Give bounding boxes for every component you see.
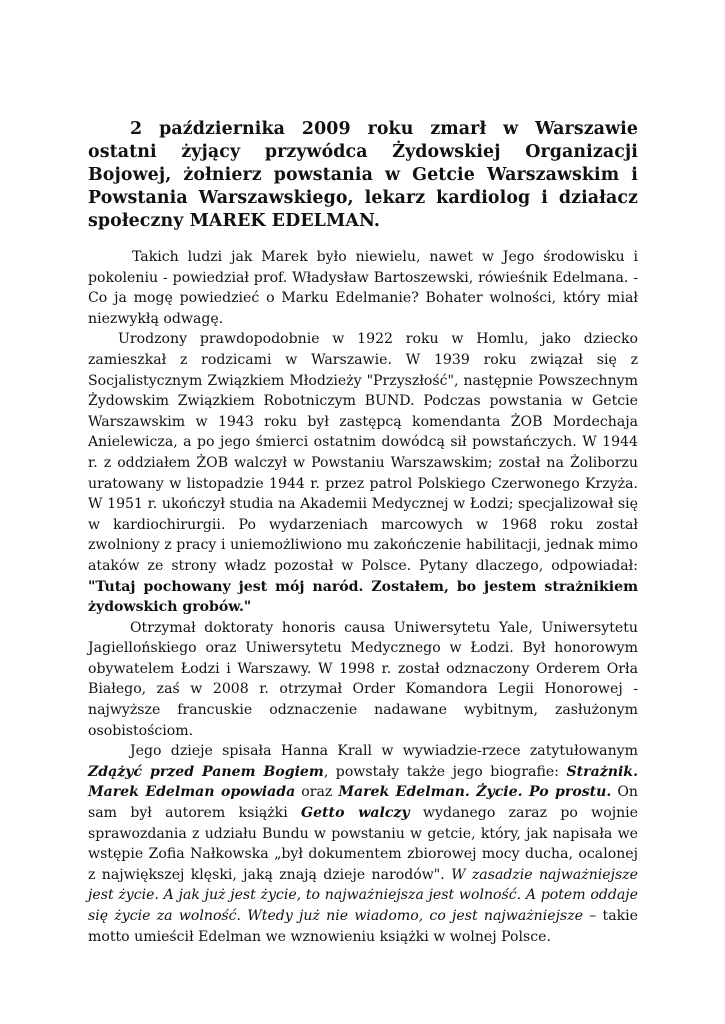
paragraph-books <box>88 741 638 947</box>
document-page <box>88 118 638 947</box>
book-title-zycie: Marek Edelman. Życie. Po prostu. <box>338 784 612 801</box>
books-text-2: , powstały także jego biografie: <box>323 763 567 780</box>
books-text-6: – takie motto umieścił Edelman we wznowieniu książki w wolnej Polsce. <box>88 908 638 945</box>
books-text-3: oraz <box>295 784 339 801</box>
book-title-getto-walczy: Getto walczy <box>301 805 410 822</box>
article-heading: 2 października 2009 roku zmarł w Warszawie ostatni żyjący przywódca Żydowskiej Organizacji Bojowej, żołnierz powstania w Getcie Warszawskim i Powstania Warszawskiego, lekarz kardiolog i działacz społeczny MAREK EDELMAN. <box>88 119 638 231</box>
paragraph-honors: Otrzymał doktoraty honoris causa Uniwersytetu Yale, Uniwersytetu Jagiellońskiego oraz Uniwersytetu Medycznego w Łodzi. Był honorowym obywatelem Łodzi i Warszawy. W 1998 r. został odznaczony Orderem Orła Białego, zaś w 2008 r. otrzymał Order Komandora Legii Honorowej - najwyższe francuskie odznaczenie nadawane wybitnym, zasłużonym osobistościom. <box>88 619 638 739</box>
motto-text: W zasadzie najważniejsze jest życie. A jak już jest życie, to najważniejsza jest wolność. A potem oddaje się życie za wolność. Wtedy już nie wiadomo, co jest najważniejsze <box>88 866 638 924</box>
book-title-straznik: Strażnik. Marek Edelman opowiada <box>88 763 638 801</box>
books-text-5: wydanego zaraz po wojnie sprawozdania z udziału Bundu w powstaniu w getcie, który, jak napisała we wstępie Zofia Nałkowska „był dokumentem zbiorowej mocy ducha, ocalonej z największej klęski, jaką znają dzieje narodów". <box>88 805 638 883</box>
biography-text: Urodzony prawdopodobnie w 1922 roku w Homlu, jako dziecko zamieszkał z rodzicami w Warszawie. W 1939 roku związał się z Socjalistycznym Związkiem Młodzieży "Przyszłość", następnie Powszechnym Żydowskim Związkiem Robotniczym BUND. Podczas powstania w Getcie Warszawskim w 1943 roku był zastępcą komendanta ŻOB Mordechaja Anielewicza, a po jego śmierci ostatnim dowódcą sił powstańczych. W 1944 r. z oddziałem ŻOB walczył w Powstaniu Warszawskim; został na Żoliborzu uratowany w listopadzie 1944 r. przez patrol Polskiego Czerwonego Krzyża. W 1951 r. ukończył studia na Akademii Medycznej w Łodzi; specjalizował się w kardiochirurgii. Po wydarzeniach marcowych w 1968 roku został zwolniony z pracy i uniemożliwiono mu zakończenie habilitacji, jednak mimo ataków ze strony władz pozostał w Polsce. Pytany dlaczego, odpowiadał: <box>88 331 638 574</box>
edelman-quote: "Tutaj pochowany jest mój naród. Zostałem, bo jestem strażnikiem żydowskich grobów." <box>88 578 638 616</box>
books-text-4: On sam był autorem książki <box>88 784 638 822</box>
paragraph-biography <box>88 329 638 617</box>
books-text-1: Jego dzieje spisała Hanna Krall w wywiadzie-rzece zatytułowanym <box>130 743 638 760</box>
paragraph-bartoszewski-quote: Takich ludzi jak Marek było niewielu, nawet w Jego środowisku i pokoleniu - powiedział prof. Władysław Bartoszewski, rówieśnik Edelmana. - Co ja mogę powiedzieć o Marku Edelmanie? Bohater wolności, który miał niezwykłą odwagę. <box>88 249 638 327</box>
book-title-zdazyc: Zdążyć przed Panem Bogiem <box>88 763 324 780</box>
